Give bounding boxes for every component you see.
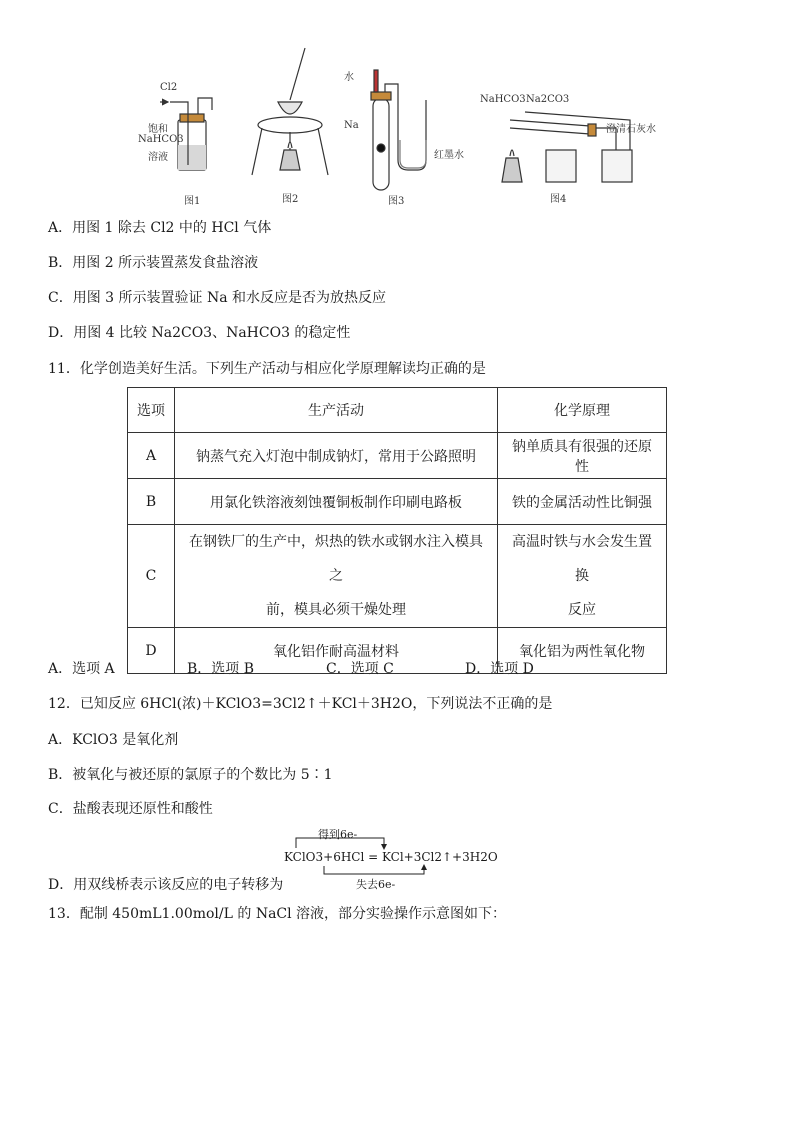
fig1-solution-label-2: NaHCO3 <box>138 134 184 145</box>
apparatus-figures <box>130 40 670 210</box>
electron-transfer-diagram <box>284 826 498 896</box>
header-option: 选项 <box>128 388 175 433</box>
row-principle: 铁的金属活动性比铜强 <box>498 479 667 525</box>
fig3-u-tube-apparatus <box>371 70 426 190</box>
q11-answer-b: B．选项 B <box>187 661 255 677</box>
row-activity <box>175 525 498 628</box>
fig1-caption: 图1 <box>184 196 201 207</box>
header-activity: 生产活动 <box>175 388 498 433</box>
fig4-limewater-label: 澄清石灰水 <box>606 124 656 135</box>
reaction-equation: KClO3+6HCl = KCl+3Cl2↑+3H2O <box>284 850 498 864</box>
q10-option-d: D．用图 4 比较 Na2CO3、NaHCO3 的稳定性 <box>48 325 351 341</box>
row-principle <box>498 525 667 628</box>
row-activity-line-2: 前，模具必须干燥处理 <box>266 602 406 618</box>
row-option: B <box>128 479 175 525</box>
q11-answer-options <box>48 658 604 678</box>
table-header-row <box>128 388 667 433</box>
row-principle: 氧化铝为两性氧化物 <box>498 628 667 674</box>
row-option: A <box>128 433 175 479</box>
fig2-evaporation <box>252 48 328 175</box>
q11-table <box>127 387 667 674</box>
apparatus-drawings <box>130 40 670 210</box>
row-principle-line-1: 高温时铁与水会发生置换 <box>512 534 652 584</box>
fig4-caption: 图4 <box>550 194 567 205</box>
q11-answer-d: D．选项 D <box>465 661 534 677</box>
q12-stem: 12．已知反应 6HCl(浓)＋KClO3=3Cl2↑＋KCl＋3H2O，下列说法不正确的是 <box>48 696 553 712</box>
fig1-solution-label-3: 溶液 <box>148 152 168 163</box>
bridge-top-label: 得到6e- <box>318 828 358 841</box>
table-row <box>128 525 667 628</box>
q12-option-a: A．KClO3 是氧化剂 <box>48 732 179 748</box>
q11-stem: 11．化学创造美好生活。下列生产活动与相应化学原理解读均正确的是 <box>48 361 486 377</box>
q10-option-b: B．用图 2 所示装置蒸发食盐溶液 <box>48 255 259 271</box>
header-principle: 化学原理 <box>498 388 667 433</box>
fig3-na-label: Na <box>344 120 359 131</box>
row-activity: 钠蒸气充入灯泡中制成钠灯，常用于公路照明 <box>175 433 498 479</box>
row-principle: 钠单质具有很强的还原性 <box>498 433 667 479</box>
fig1-solution-label-1: 饱和 <box>148 124 168 135</box>
q11-answer-a: A．选项 A <box>48 661 115 677</box>
fig4-nahco3-label: NaHCO3 <box>480 94 526 105</box>
row-principle-line-2: 反应 <box>568 602 596 618</box>
table-row <box>128 479 667 525</box>
q12-option-b: B．被氧化与被还原的氯原子的个数比为 5∶1 <box>48 767 333 783</box>
q12-option-d: D．用双线桥表示该反应的电子转移为 <box>48 877 284 893</box>
fig1-gas-label: Cl2 <box>160 82 178 93</box>
row-option: C <box>128 525 175 628</box>
q12-option-c: C．盐酸表现还原性和酸性 <box>48 801 213 817</box>
row-activity: 氧化铝作耐高温材料 <box>175 628 498 674</box>
q13-stem: 13．配制 450mL1.00mol/L 的 NaCl 溶液，部分实验操作示意图如下： <box>48 906 507 922</box>
fig4-na2co3-label: Na2CO3 <box>526 94 570 105</box>
fig3-ink-label: 红墨水 <box>434 150 464 161</box>
q10-option-c: C．用图 3 所示装置验证 Na 和水反应是否为放热反应 <box>48 290 387 306</box>
q10-option-a: A．用图 1 除去 Cl2 中的 HCl 气体 <box>48 220 272 236</box>
row-activity-line-1: 在钢铁厂的生产中，炽热的铁水或钢水注入模具之 <box>189 534 483 584</box>
bridge-bottom-label: 失去6e- <box>356 878 396 891</box>
table-row <box>128 433 667 479</box>
fig3-water-label: 水 <box>344 72 354 83</box>
row-option: D <box>128 628 175 674</box>
fig2-caption: 图2 <box>282 194 299 205</box>
row-activity: 用氯化铁溶液刻蚀覆铜板制作印刷电路板 <box>175 479 498 525</box>
q11-answer-c: C．选项 C <box>326 661 394 677</box>
fig3-caption: 图3 <box>388 196 405 207</box>
